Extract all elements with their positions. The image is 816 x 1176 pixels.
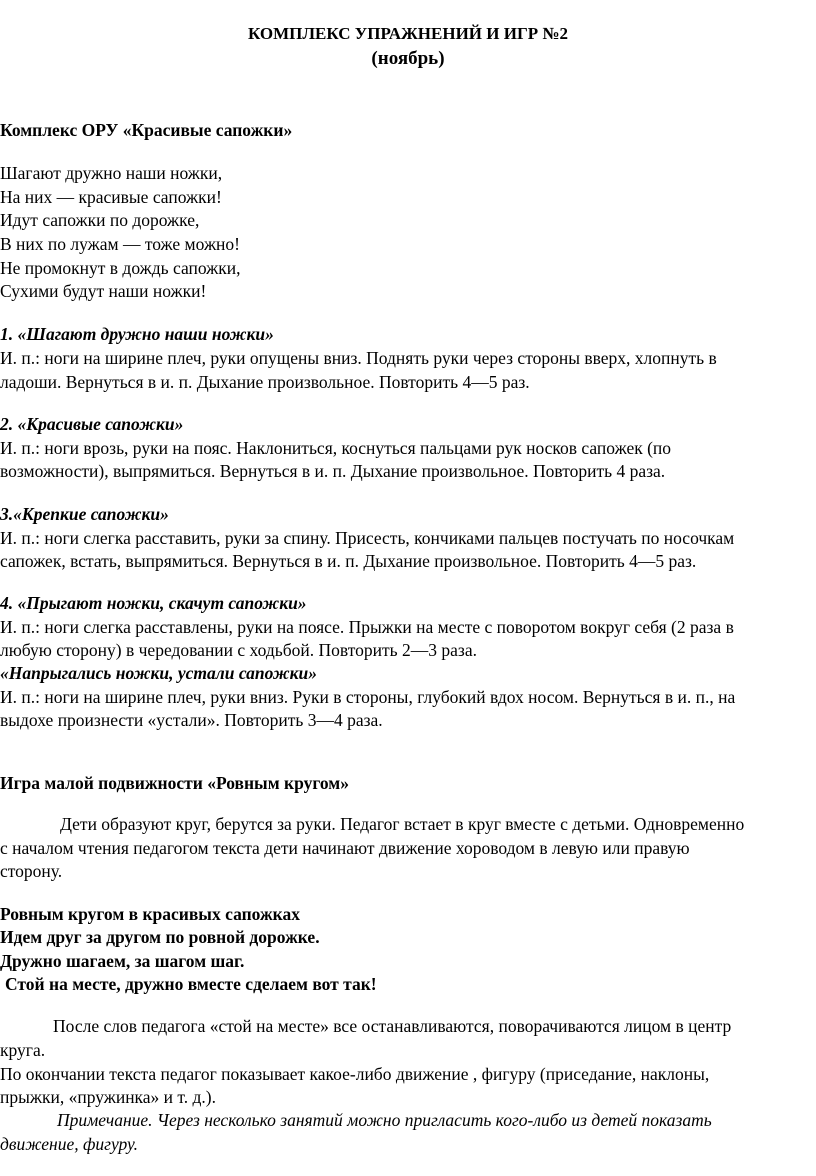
exercise-4-text: И. п.: ноги слегка расставлены, руки на поясе. Прыжки на месте с поворотом вокруг себя (2 раза в	[0, 617, 734, 637]
game-after-line: прыжки, «пружинка» и т. д.).	[0, 1087, 216, 1107]
poem-line: Сухими будут наши ножки!	[0, 281, 207, 301]
poem-line: Шагают дружно наши ножки,	[0, 163, 223, 183]
game-description-line: сторону.	[0, 861, 63, 881]
document-subtitle: (ноябрь)	[371, 48, 445, 69]
poem-line: Не промокнут в дождь сапожки,	[0, 258, 241, 278]
poem-line: В них по лужам — тоже можно!	[0, 234, 240, 254]
verse-line: Дружно шагаем, за шагом шаг.	[0, 951, 245, 971]
complex-heading: Комплекс ОРУ «Красивые сапожки»	[0, 120, 293, 140]
game-after-line: круга.	[0, 1040, 46, 1060]
game-description-line: с началом чтения педагогом текста дети начинают движение хороводом в левую или правую	[0, 838, 690, 858]
poem-line: На них — красивые сапожки!	[0, 187, 222, 207]
verse-line: Стой на месте, дружно вместе сделаем вот так!	[5, 974, 377, 994]
exercise-3-title: 3.«Крепкие сапожки»	[0, 504, 169, 524]
exercise-2-text: возможности), выпрямиться. Вернуться в и. п. Дыхание произвольное. Повторить 4 раза.	[0, 461, 666, 481]
document-title: КОМПЛЕКС УПРАЖНЕНИЙ И ИГР №2	[247, 24, 569, 43]
verse-line: Ровным кругом в красивых сапожках	[0, 904, 301, 924]
exercise-1-text: И. п.: ноги на ширине плеч, руки опущены вниз. Поднять руки через стороны вверх, хлопнуть в	[0, 348, 717, 368]
exercise-2-text: И. п.: ноги врозь, руки на пояс. Наклониться, коснуться пальцами рук носков сапожек (по	[0, 438, 672, 458]
note-line: движение, фигуру.	[0, 1134, 139, 1154]
exercise-1-title: 1. «Шагают дружно наши ножки»	[0, 324, 274, 344]
exercise-5-title: «Напрыгались ножки, устали сапожки»	[0, 663, 317, 683]
exercise-1-text: ладоши. Вернуться в и. п. Дыхание произвольное. Повторить 4—5 раз.	[0, 372, 530, 392]
poem-line: Идут сапожки по дорожке,	[0, 210, 200, 230]
game-after-line: После слов педагога «стой на месте» все останавливаются, поворачиваются лицом в центр	[53, 1016, 732, 1036]
exercise-4-title: 4. «Прыгают ножки, скачут сапожки»	[0, 593, 307, 613]
note-line: Примечание. Через несколько занятий можно пригласить кого-либо из детей показать	[57, 1110, 712, 1130]
exercise-5-text: выдохе произнести «устали». Повторить 3—4 раза.	[0, 710, 383, 730]
exercise-2-title: 2. «Красивые сапожки»	[0, 414, 184, 434]
verse-line: Идем друг за другом по ровной дорожке.	[0, 927, 320, 947]
game-description-line: Дети образуют круг, берутся за руки. Педагог встает в круг вместе с детьми. Одновременно	[60, 814, 745, 834]
exercise-3-text: И. п.: ноги слегка расставить, руки за спину. Присесть, кончиками пальцев постучать по носочкам	[0, 528, 735, 548]
exercise-5-text: И. п.: ноги на ширине плеч, руки вниз. Руки в стороны, глубокий вдох носом. Вернуться в и. п., на	[0, 687, 736, 707]
exercise-3-text: сапожек, встать, выпрямиться. Вернуться в и. п. Дыхание произвольное. Повторить 4—5 раз.	[0, 551, 697, 571]
game-after-line: По окончании текста педагог показывает какое-либо движение , фигуру (приседание, наклоны,	[0, 1064, 710, 1084]
game-heading: Игра малой подвижности «Ровным кругом»	[0, 773, 349, 793]
exercise-4-text: любую сторону) в чередовании с ходьбой. Повторить 2—3 раза.	[0, 640, 477, 660]
